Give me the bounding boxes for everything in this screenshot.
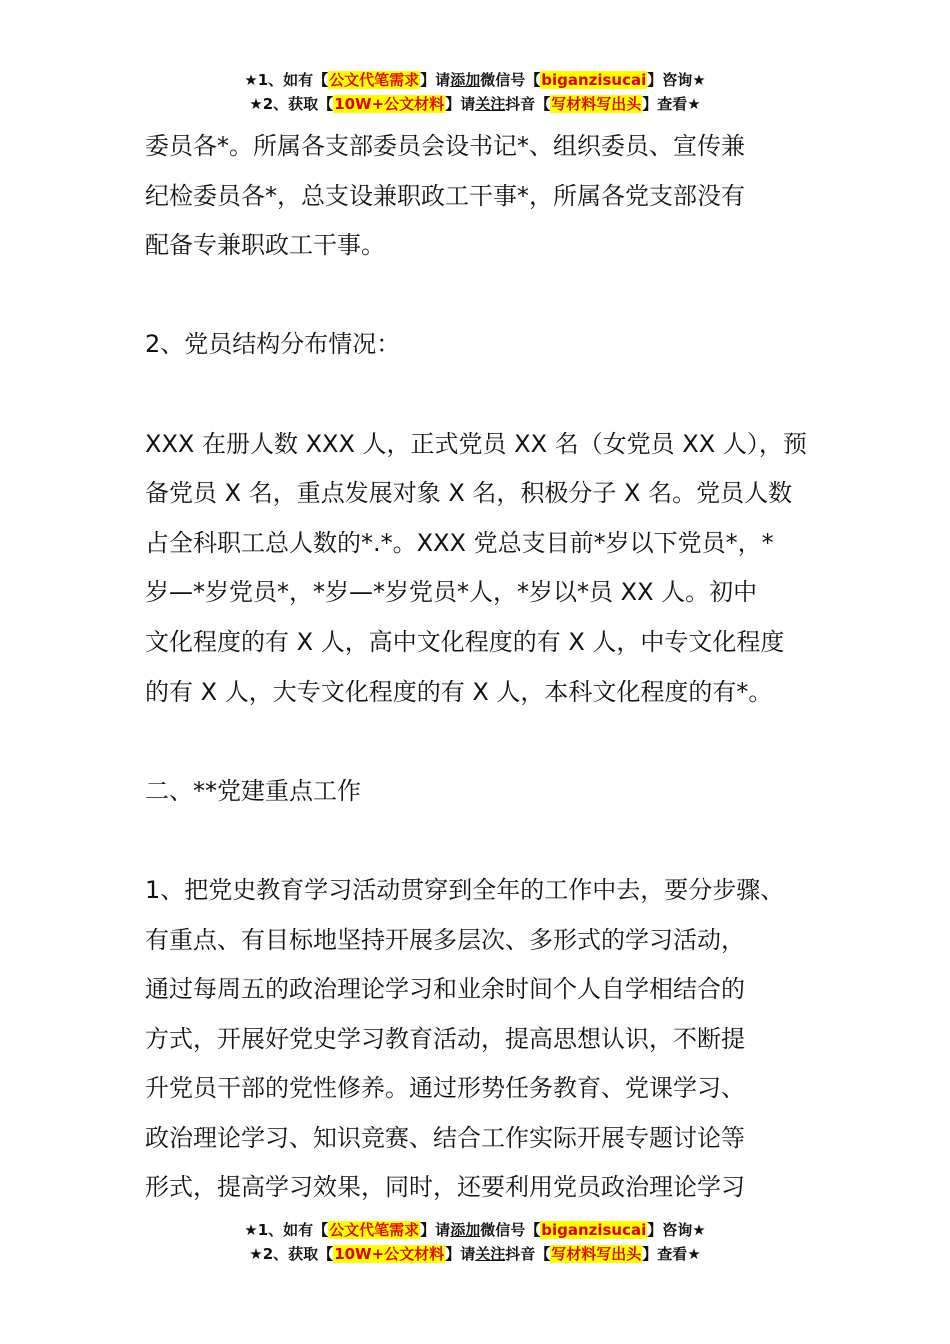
banner-text: 微信号【: [480, 1221, 541, 1239]
text-line: 有重点、有目标地坚持开展多层次、多形式的学习活动，: [145, 925, 745, 954]
banner-douyin-id: 写材料写出头: [551, 95, 642, 113]
text-line: 文化程度的有 X 人，高中文化程度的有 X 人，中专文化程度: [145, 627, 785, 656]
banner-text: 】请: [420, 71, 451, 89]
banner-text: 】查看★: [642, 95, 701, 113]
footer-banner: [0, 1218, 950, 1266]
banner-line-2: [0, 1242, 950, 1266]
text-line: 备党员 X 名，重点发展对象 X 名，积极分子 X 名。党员人数: [145, 479, 793, 508]
banner-text: ★2、获取【: [249, 1245, 334, 1263]
text-line: 纪检委员各*，总支设兼职政工干事*，所属各党支部没有: [145, 181, 745, 210]
banner-text: 】咨询★: [647, 71, 706, 89]
text-line: 通过每周五的政治理论学习和业余时间个人自学相结合的: [145, 975, 745, 1004]
banner-text: ★1、如有【: [244, 1221, 329, 1239]
banner-highlight: 10W+公文材料: [334, 1245, 445, 1263]
paragraph-gap: [145, 816, 825, 866]
text-line: 1、把党史教育学习活动贯穿到全年的工作中去，要分步骤、: [145, 875, 785, 904]
banner-text: ★1、如有【: [244, 71, 329, 89]
banner-text: 】咨询★: [647, 1221, 706, 1239]
banner-highlight: 公文代笔需求: [329, 1221, 420, 1239]
banner-text: 微信号【: [480, 71, 541, 89]
paragraph-committee: [145, 122, 825, 271]
banner-line-1: [0, 1218, 950, 1242]
banner-line-2: [0, 92, 950, 116]
text-line: 岁—*岁党员*，*岁—*岁党员*人，*岁以*员 XX 人。初中: [145, 578, 758, 607]
paragraph-gap: [145, 271, 825, 321]
text-line: 委员各*。所属各支部委员会设书记*、组织委员、宣传兼: [145, 132, 745, 160]
banner-douyin-id: 写材料写出头: [551, 1245, 642, 1263]
banner-wechat-id: biganzisucai: [541, 71, 647, 89]
subheading-text: 2、党员结构分布情况：: [145, 330, 401, 359]
text-line: 配备专兼职政工干事。: [145, 231, 385, 260]
text-line: 形式，提高学习效果，同时，还要利用党员政治理论学习: [145, 1173, 745, 1202]
banner-highlight: 公文代笔需求: [329, 71, 420, 89]
banner-text: 】请: [445, 1245, 476, 1263]
text-line: 升党员干部的党性修养。通过形势任务教育、党课学习、: [145, 1074, 745, 1103]
banner-highlight: 10W+公文材料: [334, 95, 445, 113]
banner-text: 抖音【: [505, 95, 551, 113]
banner-text: 】请: [420, 1221, 451, 1239]
header-banner: [0, 68, 950, 116]
section-heading: [145, 767, 825, 817]
text-line: 的有 X 人，大专文化程度的有 X 人，本科文化程度的有*。: [145, 677, 773, 706]
banner-line-1: [0, 68, 950, 92]
document-body: [145, 122, 825, 1213]
banner-text: 抖音【: [505, 1245, 551, 1263]
paragraph-gap: [145, 717, 825, 767]
text-line: 政治理论学习、知识竞赛、结合工作实际开展专题讨论等: [145, 1123, 745, 1152]
banner-wechat-id: biganzisucai: [541, 1221, 647, 1239]
subheading-member-structure: [145, 320, 825, 370]
banner-underlined-text: 添加: [450, 71, 481, 89]
banner-text: ★2、获取【: [249, 95, 334, 113]
paragraph-party-history: [145, 866, 825, 1213]
banner-underlined-text: 添加: [450, 1221, 481, 1239]
paragraph-member-stats: [145, 420, 825, 718]
banner-text: 】查看★: [642, 1245, 701, 1263]
banner-underlined-text: 关注: [475, 95, 506, 113]
text-line: XXX 在册人数 XXX 人，正式党员 XX 名（女党员 XX 人），预: [145, 429, 807, 458]
text-line: 方式，开展好党史学习教育活动，提高思想认识，不断提: [145, 1024, 745, 1053]
paragraph-gap: [145, 370, 825, 420]
section-heading-text: 二、**党建重点工作: [145, 776, 361, 805]
banner-text: 】请: [445, 95, 476, 113]
banner-underlined-text: 关注: [475, 1245, 506, 1263]
text-line: 占全科职工总人数的*.*。XXX 党总支目前*岁以下党员*，*: [145, 528, 774, 557]
